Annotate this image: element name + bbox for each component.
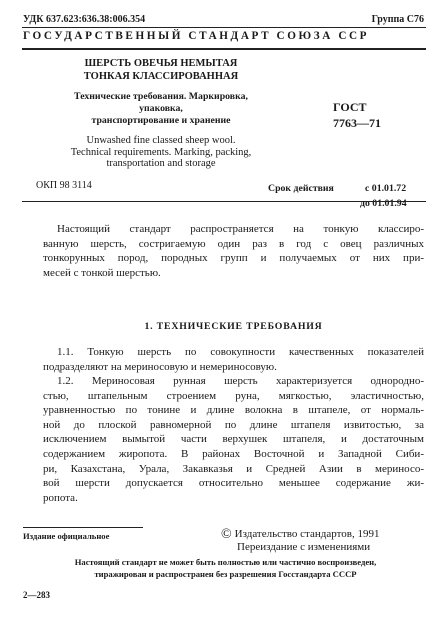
title-block xyxy=(56,57,266,170)
state-standard-banner: ГОСУДАРСТВЕННЫЙ СТАНДАРТ СОЮЗА ССР xyxy=(23,30,370,42)
english-title xyxy=(56,135,266,170)
validity-to: до 01.01.94 xyxy=(360,198,407,209)
document-subtitle xyxy=(56,91,266,127)
footer-rule xyxy=(23,527,143,528)
notice-line: Настоящий стандарт не может быть полностью или частично воспроизведен, xyxy=(74,557,377,567)
paragraph-line: 1.2. Мериносовая рунная шерсть характеризуется однородно- xyxy=(57,375,424,387)
paragraph-line: ропота. xyxy=(43,491,78,504)
gost-label: ГОСТ xyxy=(333,100,367,114)
paragraph-line: исключением вымытой части верхушек штапеля, и достаточным xyxy=(43,433,424,446)
paragraph-line: месей с тонкой шерстью. xyxy=(43,266,161,279)
udk-code: УДК 637.623:636.38:006.354 xyxy=(23,14,146,25)
publisher-block xyxy=(221,528,379,554)
paragraph-line: ванную шерсть, состригаемую один раз в год с овец различных xyxy=(43,237,424,250)
publisher-name: Издательство стандартов, 1991 xyxy=(234,528,380,540)
english-title-line: transportation and storage xyxy=(106,158,216,169)
validity-label: Срок действия xyxy=(268,183,334,194)
group-code: Группа С76 xyxy=(371,14,424,25)
notice-line: тиражирован и распространен без разрешения Госстандарта СССР xyxy=(94,568,357,579)
paragraph-1-2 xyxy=(43,374,424,505)
paragraph-line: ной до плоской равномерной по длине штапеля извитостью, за xyxy=(43,418,424,431)
english-title-line: Unwashed fine classed sheep wool. xyxy=(86,135,236,146)
title-line: ШЕРСТЬ ОВЕЧЬЯ НЕМЫТАЯ xyxy=(84,58,238,69)
title-line: ТОНКАЯ КЛАССИРОВАННАЯ xyxy=(83,71,239,82)
gost-designation xyxy=(333,99,381,131)
gost-number: 7763—71 xyxy=(333,116,381,130)
paragraph-line: Настоящий стандарт распространяется на тонкую классиро- xyxy=(57,223,424,235)
subtitle-line: Технические требования. Маркировка, упаковка, xyxy=(74,91,248,114)
header-rule-bottom xyxy=(22,48,426,50)
document-title xyxy=(56,57,266,83)
validity-from: с 01.01.72 xyxy=(365,183,407,194)
paragraph-line: подразделяют на мериносовую и немериносовую. xyxy=(43,360,277,373)
section-heading: 1. ТЕХНИЧЕСКИЕ ТРЕБОВАНИЯ xyxy=(144,321,323,332)
okp-code: ОКП 98 3114 xyxy=(36,180,92,191)
subtitle-line: транспортирование и хранение xyxy=(91,115,231,126)
paragraph-1-1 xyxy=(43,345,424,374)
paragraph-line: вой шерсти допускается относительно меньшее содержание жи- xyxy=(43,477,424,490)
english-title-line: Technical requirements. Marking, packing, xyxy=(70,146,252,158)
reprint-note: Переиздание с изменениями xyxy=(237,541,371,553)
section-rule-above-body xyxy=(22,201,426,202)
paragraph-line: 1.1. Тонкую шерсть по совокупности качественных показателей xyxy=(57,346,424,358)
copyright-symbol: © xyxy=(221,527,232,542)
header-rule-top xyxy=(22,27,426,28)
paragraph-line: стью, штапельным строением руна, мягкостью, эластичностью, xyxy=(43,389,424,402)
official-edition-label: Издание официальное xyxy=(23,531,110,541)
page-code: 2—283 xyxy=(23,590,50,600)
publisher-line xyxy=(221,528,379,541)
paragraph-line: ри, Казахстана, Урала, Закавказья и Средней Азии в мериносо- xyxy=(43,462,424,475)
paragraph-line: содержанием жиропота. В районах Восточной и Западной Сиби- xyxy=(43,447,424,460)
paragraph-line: тонкорунных пород, породных групп и получаемых от них при- xyxy=(43,252,424,265)
copyright-notice xyxy=(23,557,428,580)
intro-paragraph xyxy=(43,222,424,280)
paragraph-line: уравненностью по тонине и длине волокна в штапеле, от нормаль- xyxy=(43,404,424,417)
